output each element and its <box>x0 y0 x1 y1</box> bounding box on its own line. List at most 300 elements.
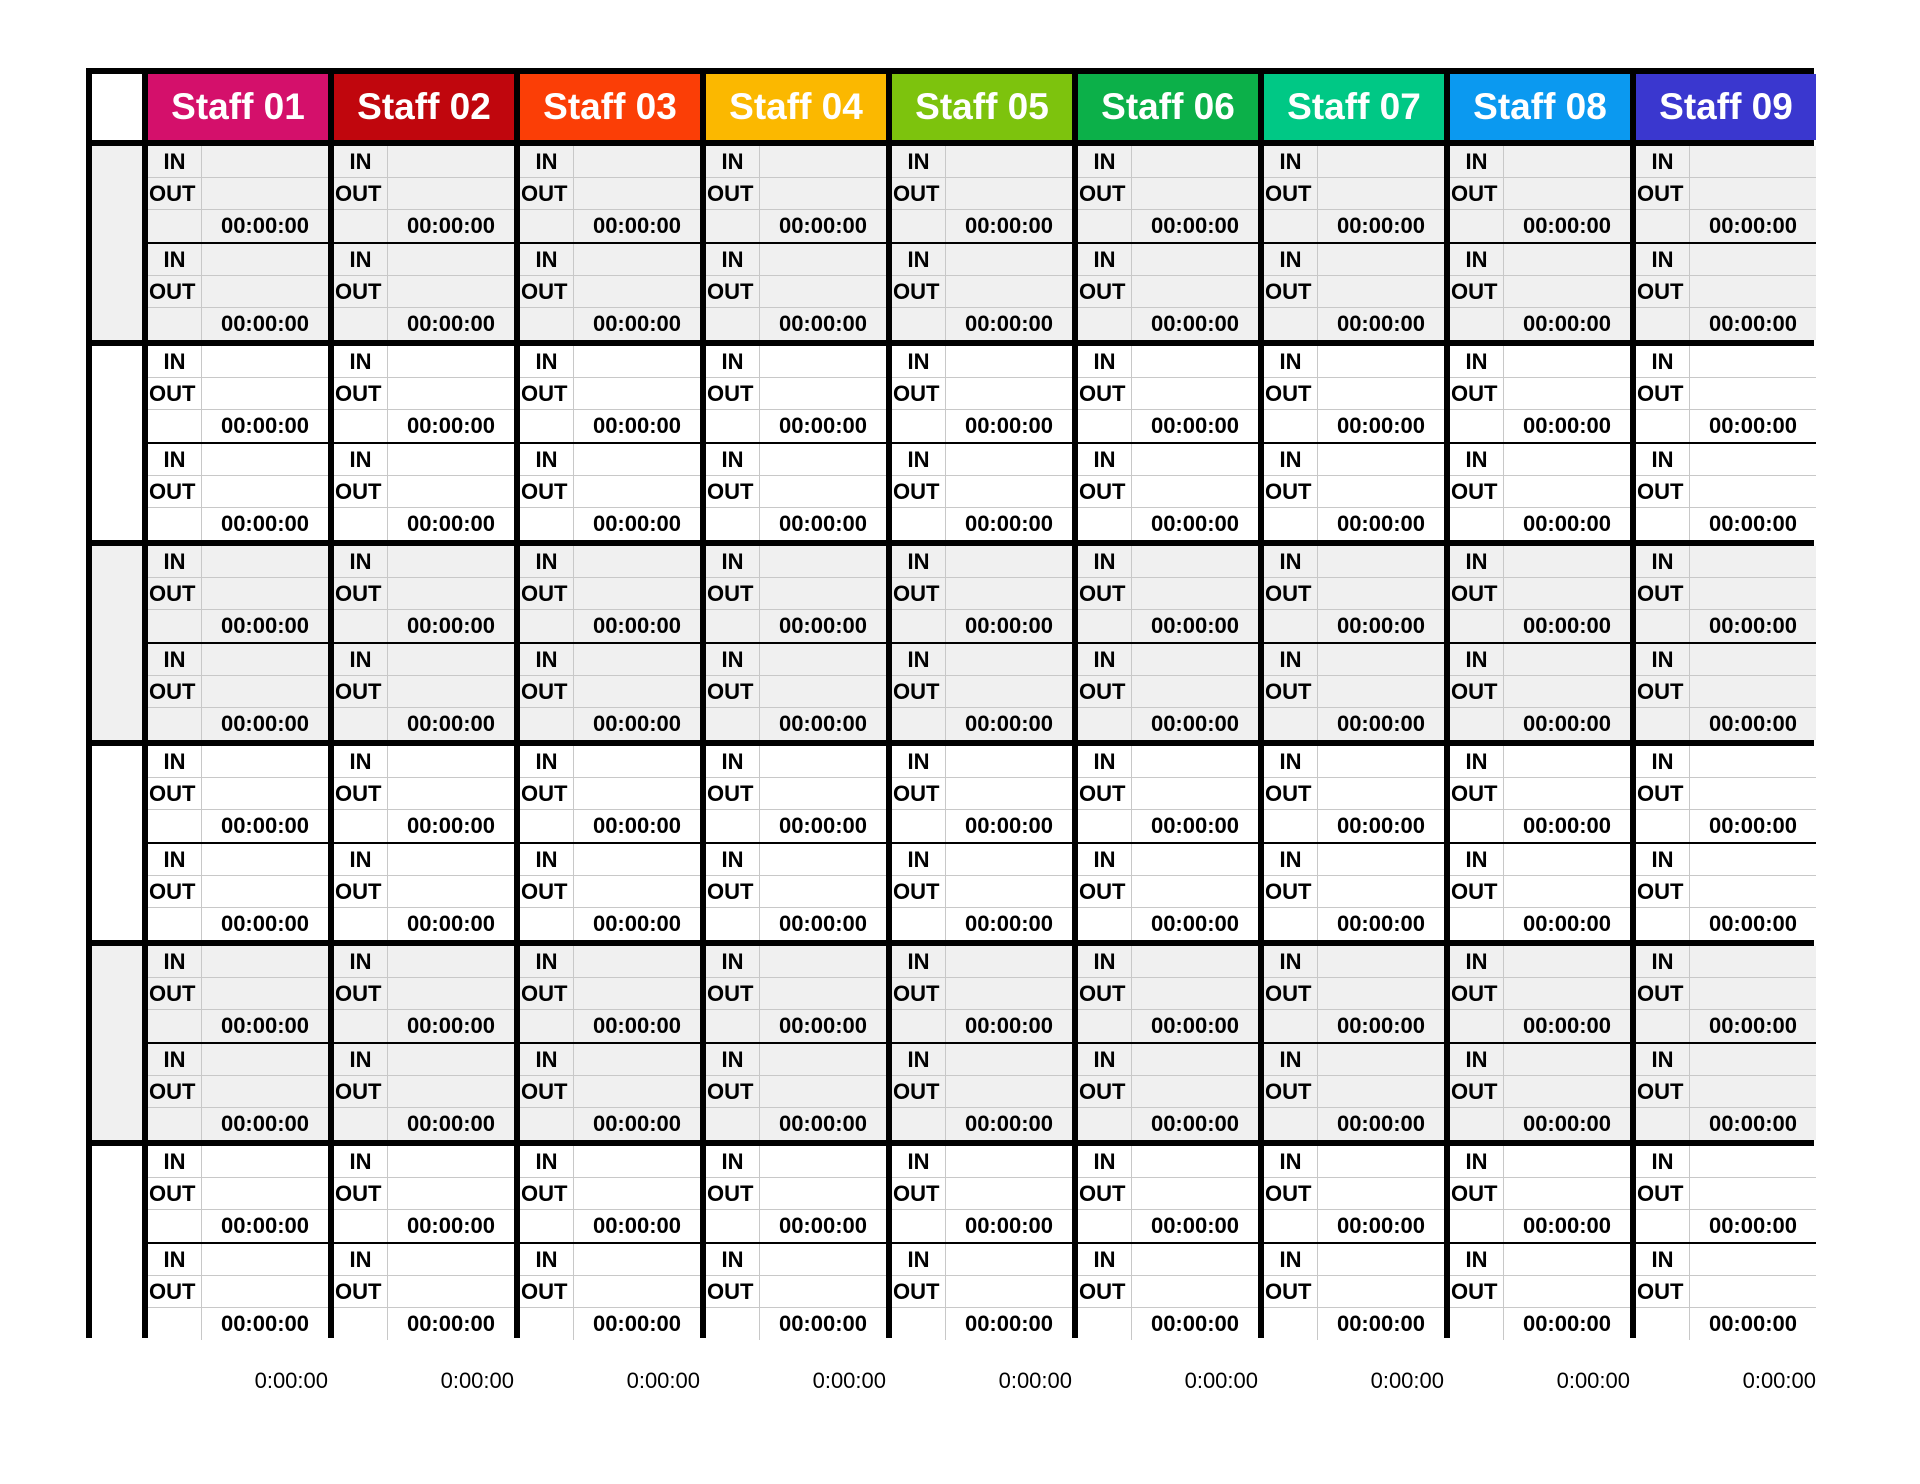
in-time-field[interactable] <box>1504 844 1630 876</box>
day-label-cell[interactable] <box>92 546 142 740</box>
out-time-field[interactable] <box>946 276 1072 308</box>
in-time-field[interactable] <box>1504 346 1630 378</box>
in-time-field[interactable] <box>1690 244 1816 276</box>
staff-day-block <box>1078 146 1258 340</box>
out-time-field[interactable] <box>1690 378 1816 410</box>
out-time-field[interactable] <box>202 1178 328 1210</box>
out-time-field[interactable] <box>388 1178 514 1210</box>
in-time-field[interactable] <box>1504 146 1630 178</box>
in-time-field[interactable] <box>946 444 1072 476</box>
in-label: IN <box>1450 1244 1504 1276</box>
entry-total: 00:00:00 <box>778 711 868 736</box>
out-time-field[interactable] <box>388 1076 514 1108</box>
time-entry <box>1078 1146 1258 1242</box>
entry-total: 00:00:00 <box>406 911 496 936</box>
out-time-field[interactable] <box>1504 1276 1630 1308</box>
in-time-field[interactable] <box>1504 444 1630 476</box>
in-time-field[interactable] <box>1318 844 1444 876</box>
out-time-field[interactable] <box>1504 676 1630 708</box>
blank-cell <box>1636 1308 1690 1340</box>
in-time-field[interactable] <box>1504 644 1630 676</box>
entry-total: 00:00:00 <box>406 1213 496 1238</box>
blank-cell <box>706 410 760 442</box>
in-time-field[interactable] <box>1690 644 1816 676</box>
in-time-field[interactable] <box>1318 146 1444 178</box>
in-time-field[interactable] <box>574 346 700 378</box>
blank-cell <box>1078 810 1132 842</box>
in-time-field[interactable] <box>574 1146 700 1178</box>
out-time-field[interactable] <box>202 978 328 1010</box>
in-time-field[interactable] <box>1690 444 1816 476</box>
out-time-field[interactable] <box>574 1276 700 1308</box>
in-time-field[interactable] <box>946 946 1072 978</box>
in-time-field[interactable] <box>388 844 514 876</box>
out-time-field[interactable] <box>1504 1178 1630 1210</box>
in-time-field[interactable] <box>1504 244 1630 276</box>
in-time-field[interactable] <box>388 444 514 476</box>
out-time-field[interactable] <box>760 1178 886 1210</box>
out-time-field[interactable] <box>1690 876 1816 908</box>
out-time-field[interactable] <box>1318 178 1444 210</box>
in-time-field[interactable] <box>388 1244 514 1276</box>
staff-header-5: Staff 05 <box>892 74 1072 140</box>
out-time-field[interactable] <box>574 778 700 810</box>
out-time-field[interactable] <box>574 378 700 410</box>
out-label: OUT <box>1264 578 1318 610</box>
in-label: IN <box>334 244 388 276</box>
in-label: IN <box>1450 346 1504 378</box>
time-entry <box>892 444 1072 540</box>
time-entry <box>1450 644 1630 740</box>
out-time-field[interactable] <box>760 676 886 708</box>
in-time-field[interactable] <box>946 346 1072 378</box>
in-label: IN <box>706 444 760 476</box>
in-time-field[interactable] <box>1504 546 1630 578</box>
out-time-field[interactable] <box>574 276 700 308</box>
out-time-field[interactable] <box>1690 676 1816 708</box>
out-time-field[interactable] <box>1690 578 1816 610</box>
out-time-field[interactable] <box>574 578 700 610</box>
time-entry <box>1450 844 1630 940</box>
out-time-field[interactable] <box>574 978 700 1010</box>
in-time-field[interactable] <box>388 644 514 676</box>
blank-cell <box>892 810 946 842</box>
in-time-field[interactable] <box>1318 444 1444 476</box>
staff-day-block <box>1078 1146 1258 1340</box>
in-time-field[interactable] <box>1132 844 1258 876</box>
staff-day-block <box>1450 946 1630 1140</box>
out-time-field[interactable] <box>1132 876 1258 908</box>
out-time-field[interactable] <box>946 1076 1072 1108</box>
out-time-field[interactable] <box>760 1076 886 1108</box>
in-time-field[interactable] <box>1504 746 1630 778</box>
out-time-field[interactable] <box>388 378 514 410</box>
out-label: OUT <box>1450 1076 1504 1108</box>
out-time-field[interactable] <box>202 778 328 810</box>
entry-total: 00:00:00 <box>1708 413 1798 438</box>
out-label: OUT <box>520 1276 574 1308</box>
day-label-cell[interactable] <box>92 1146 142 1340</box>
out-time-field[interactable] <box>1504 876 1630 908</box>
out-time-field[interactable] <box>946 1276 1072 1308</box>
in-time-field[interactable] <box>1132 146 1258 178</box>
in-time-field[interactable] <box>574 244 700 276</box>
in-time-field[interactable] <box>388 346 514 378</box>
in-time-field[interactable] <box>1132 346 1258 378</box>
time-entry <box>1264 146 1444 242</box>
out-time-field[interactable] <box>1504 778 1630 810</box>
out-label: OUT <box>1636 676 1690 708</box>
in-time-field[interactable] <box>1504 946 1630 978</box>
time-entry <box>148 1044 328 1140</box>
out-time-field[interactable] <box>1318 1178 1444 1210</box>
in-time-field[interactable] <box>946 1244 1072 1276</box>
in-time-field[interactable] <box>574 546 700 578</box>
in-time-field[interactable] <box>760 444 886 476</box>
in-time-field[interactable] <box>1690 146 1816 178</box>
time-entry <box>1078 1044 1258 1140</box>
in-time-field[interactable] <box>1318 244 1444 276</box>
blank-cell <box>334 810 388 842</box>
out-time-field[interactable] <box>760 178 886 210</box>
out-label: OUT <box>892 778 946 810</box>
out-time-field[interactable] <box>946 378 1072 410</box>
in-time-field[interactable] <box>202 746 328 778</box>
in-time-field[interactable] <box>574 444 700 476</box>
in-time-field[interactable] <box>1504 1146 1630 1178</box>
in-time-field[interactable] <box>1132 1146 1258 1178</box>
out-time-field[interactable] <box>1318 1076 1444 1108</box>
out-time-field[interactable] <box>1504 1076 1630 1108</box>
in-label: IN <box>1450 444 1504 476</box>
out-time-field[interactable] <box>388 276 514 308</box>
out-time-field[interactable] <box>946 476 1072 508</box>
out-time-field[interactable] <box>1132 1276 1258 1308</box>
in-time-field[interactable] <box>574 146 700 178</box>
day-label-cell[interactable] <box>92 746 142 940</box>
out-time-field[interactable] <box>574 1076 700 1108</box>
in-time-field[interactable] <box>202 644 328 676</box>
in-time-field[interactable] <box>1318 1146 1444 1178</box>
out-time-field[interactable] <box>1504 178 1630 210</box>
out-time-field[interactable] <box>1132 978 1258 1010</box>
out-time-field[interactable] <box>202 178 328 210</box>
in-time-field[interactable] <box>1132 444 1258 476</box>
out-time-field[interactable] <box>760 876 886 908</box>
out-time-field[interactable] <box>946 178 1072 210</box>
in-time-field[interactable] <box>202 1044 328 1076</box>
in-time-field[interactable] <box>760 244 886 276</box>
in-time-field[interactable] <box>760 644 886 676</box>
entry-total: 00:00:00 <box>778 511 868 536</box>
staff-header-6: Staff 06 <box>1078 74 1258 140</box>
in-time-field[interactable] <box>202 346 328 378</box>
in-time-field[interactable] <box>1318 346 1444 378</box>
staff-day-block <box>148 346 328 540</box>
in-time-field[interactable] <box>1318 1244 1444 1276</box>
in-time-field[interactable] <box>388 946 514 978</box>
time-entry <box>148 346 328 442</box>
out-time-field[interactable] <box>388 178 514 210</box>
out-time-field[interactable] <box>1318 876 1444 908</box>
in-time-field[interactable] <box>760 1044 886 1076</box>
in-label: IN <box>1636 746 1690 778</box>
in-time-field[interactable] <box>202 844 328 876</box>
out-time-field[interactable] <box>1690 978 1816 1010</box>
in-time-field[interactable] <box>1318 546 1444 578</box>
in-time-field[interactable] <box>388 746 514 778</box>
out-time-field[interactable] <box>760 1276 886 1308</box>
out-time-field[interactable] <box>1318 978 1444 1010</box>
out-time-field[interactable] <box>574 476 700 508</box>
out-time-field[interactable] <box>946 676 1072 708</box>
out-time-field[interactable] <box>1132 1076 1258 1108</box>
out-time-field[interactable] <box>946 1178 1072 1210</box>
in-time-field[interactable] <box>388 546 514 578</box>
out-time-field[interactable] <box>202 578 328 610</box>
in-time-field[interactable] <box>202 946 328 978</box>
out-label: OUT <box>1636 378 1690 410</box>
in-time-field[interactable] <box>946 746 1072 778</box>
in-time-field[interactable] <box>1690 746 1816 778</box>
out-label: OUT <box>334 1276 388 1308</box>
out-time-field[interactable] <box>574 178 700 210</box>
in-time-field[interactable] <box>574 644 700 676</box>
in-label: IN <box>520 746 574 778</box>
in-time-field[interactable] <box>946 644 1072 676</box>
in-time-field[interactable] <box>1132 1244 1258 1276</box>
in-time-field[interactable] <box>1318 746 1444 778</box>
in-time-field[interactable] <box>760 746 886 778</box>
out-time-field[interactable] <box>1504 978 1630 1010</box>
out-time-field[interactable] <box>1132 578 1258 610</box>
out-time-field[interactable] <box>202 276 328 308</box>
out-time-field[interactable] <box>760 578 886 610</box>
out-label: OUT <box>1636 876 1690 908</box>
out-time-field[interactable] <box>1690 178 1816 210</box>
out-time-field[interactable] <box>574 876 700 908</box>
out-time-field[interactable] <box>760 978 886 1010</box>
out-time-field[interactable] <box>1504 476 1630 508</box>
out-time-field[interactable] <box>1504 276 1630 308</box>
time-entry <box>148 1146 328 1242</box>
out-time-field[interactable] <box>1132 178 1258 210</box>
day-label-cell[interactable] <box>92 346 142 540</box>
blank-cell <box>1264 610 1318 642</box>
in-time-field[interactable] <box>1690 546 1816 578</box>
blank-cell <box>1264 1108 1318 1140</box>
out-time-field[interactable] <box>946 778 1072 810</box>
time-entry <box>148 746 328 842</box>
in-time-field[interactable] <box>202 1244 328 1276</box>
time-entry <box>1450 346 1630 442</box>
out-time-field[interactable] <box>388 1276 514 1308</box>
in-time-field[interactable] <box>1132 746 1258 778</box>
in-time-field[interactable] <box>946 1044 1072 1076</box>
in-time-field[interactable] <box>388 244 514 276</box>
out-time-field[interactable] <box>1318 578 1444 610</box>
entry-total: 00:00:00 <box>220 1013 310 1038</box>
blank-cell <box>1636 810 1690 842</box>
in-time-field[interactable] <box>388 1044 514 1076</box>
out-label: OUT <box>520 578 574 610</box>
time-entry <box>1450 1244 1630 1340</box>
in-time-field[interactable] <box>760 146 886 178</box>
in-time-field[interactable] <box>388 1146 514 1178</box>
in-time-field[interactable] <box>760 546 886 578</box>
in-time-field[interactable] <box>388 146 514 178</box>
entry-total: 00:00:00 <box>592 711 682 736</box>
out-time-field[interactable] <box>1132 476 1258 508</box>
entry-total: 00:00:00 <box>592 413 682 438</box>
in-time-field[interactable] <box>1690 1244 1816 1276</box>
out-time-field[interactable] <box>1318 378 1444 410</box>
blank-cell <box>334 1210 388 1242</box>
in-label: IN <box>334 946 388 978</box>
in-time-field[interactable] <box>760 844 886 876</box>
time-entry <box>334 1244 514 1340</box>
out-time-field[interactable] <box>388 978 514 1010</box>
day-label-cell[interactable] <box>92 946 142 1140</box>
entry-total: 00:00:00 <box>964 213 1054 238</box>
out-time-field[interactable] <box>760 276 886 308</box>
out-time-field[interactable] <box>1690 276 1816 308</box>
entry-total: 00:00:00 <box>964 613 1054 638</box>
out-time-field[interactable] <box>202 676 328 708</box>
out-label: OUT <box>334 378 388 410</box>
in-time-field[interactable] <box>202 146 328 178</box>
entry-total: 00:00:00 <box>1150 511 1240 536</box>
blank-cell <box>520 508 574 540</box>
out-time-field[interactable] <box>1504 578 1630 610</box>
out-label: OUT <box>1636 1178 1690 1210</box>
out-label: OUT <box>706 1276 760 1308</box>
out-time-field[interactable] <box>760 778 886 810</box>
in-time-field[interactable] <box>946 546 1072 578</box>
in-time-field[interactable] <box>574 1244 700 1276</box>
out-time-field[interactable] <box>1690 778 1816 810</box>
out-time-field[interactable] <box>946 578 1072 610</box>
in-time-field[interactable] <box>1690 844 1816 876</box>
in-time-field[interactable] <box>574 1044 700 1076</box>
out-time-field[interactable] <box>202 378 328 410</box>
out-time-field[interactable] <box>1318 1276 1444 1308</box>
in-time-field[interactable] <box>1132 644 1258 676</box>
out-time-field[interactable] <box>1690 476 1816 508</box>
out-time-field[interactable] <box>760 476 886 508</box>
out-time-field[interactable] <box>202 476 328 508</box>
in-time-field[interactable] <box>202 546 328 578</box>
in-time-field[interactable] <box>1690 1044 1816 1076</box>
out-time-field[interactable] <box>760 378 886 410</box>
in-time-field[interactable] <box>946 244 1072 276</box>
out-label: OUT <box>1264 378 1318 410</box>
entry-total: 00:00:00 <box>592 311 682 336</box>
staff-day-block <box>706 146 886 340</box>
in-time-field[interactable] <box>760 946 886 978</box>
in-time-field[interactable] <box>1690 346 1816 378</box>
out-time-field[interactable] <box>1318 778 1444 810</box>
out-time-field[interactable] <box>946 978 1072 1010</box>
out-time-field[interactable] <box>1318 676 1444 708</box>
out-time-field[interactable] <box>1318 276 1444 308</box>
in-time-field[interactable] <box>202 244 328 276</box>
out-label: OUT <box>1450 476 1504 508</box>
in-label: IN <box>148 946 202 978</box>
out-time-field[interactable] <box>388 578 514 610</box>
in-time-field[interactable] <box>1504 1244 1630 1276</box>
time-entry <box>1078 746 1258 842</box>
entry-total: 00:00:00 <box>220 1111 310 1136</box>
out-time-field[interactable] <box>388 476 514 508</box>
in-time-field[interactable] <box>202 1146 328 1178</box>
out-time-field[interactable] <box>388 778 514 810</box>
in-time-field[interactable] <box>1690 1146 1816 1178</box>
in-time-field[interactable] <box>1132 244 1258 276</box>
out-time-field[interactable] <box>574 676 700 708</box>
in-time-field[interactable] <box>1504 1044 1630 1076</box>
out-time-field[interactable] <box>388 876 514 908</box>
in-label: IN <box>892 146 946 178</box>
in-time-field[interactable] <box>1132 946 1258 978</box>
in-time-field[interactable] <box>946 844 1072 876</box>
out-time-field[interactable] <box>388 676 514 708</box>
in-time-field[interactable] <box>202 444 328 476</box>
in-time-field[interactable] <box>760 346 886 378</box>
in-time-field[interactable] <box>1318 946 1444 978</box>
in-time-field[interactable] <box>946 146 1072 178</box>
blank-cell <box>520 610 574 642</box>
out-time-field[interactable] <box>1690 1076 1816 1108</box>
out-time-field[interactable] <box>574 1178 700 1210</box>
in-time-field[interactable] <box>1318 644 1444 676</box>
out-time-field[interactable] <box>946 876 1072 908</box>
entry-total: 00:00:00 <box>1708 511 1798 536</box>
in-time-field[interactable] <box>1132 1044 1258 1076</box>
day-label-cell[interactable] <box>92 146 142 340</box>
out-time-field[interactable] <box>1132 676 1258 708</box>
out-time-field[interactable] <box>202 1076 328 1108</box>
in-time-field[interactable] <box>574 746 700 778</box>
in-time-field[interactable] <box>1690 946 1816 978</box>
blank-cell <box>148 508 202 540</box>
in-time-field[interactable] <box>946 1146 1072 1178</box>
out-label: OUT <box>1264 778 1318 810</box>
in-time-field[interactable] <box>574 946 700 978</box>
out-time-field[interactable] <box>1690 1178 1816 1210</box>
in-time-field[interactable] <box>574 844 700 876</box>
in-time-field[interactable] <box>760 1146 886 1178</box>
blank-cell <box>892 308 946 340</box>
out-time-field[interactable] <box>1504 378 1630 410</box>
staff-header-9: Staff 09 <box>1636 74 1816 140</box>
blank-cell <box>1078 1210 1132 1242</box>
out-time-field[interactable] <box>202 1276 328 1308</box>
out-time-field[interactable] <box>202 876 328 908</box>
out-time-field[interactable] <box>1132 276 1258 308</box>
blank-cell <box>520 1010 574 1042</box>
out-time-field[interactable] <box>1132 778 1258 810</box>
out-time-field[interactable] <box>1132 378 1258 410</box>
out-label: OUT <box>706 1178 760 1210</box>
in-time-field[interactable] <box>1132 546 1258 578</box>
in-time-field[interactable] <box>1318 1044 1444 1076</box>
out-time-field[interactable] <box>1132 1178 1258 1210</box>
out-time-field[interactable] <box>1318 476 1444 508</box>
out-time-field[interactable] <box>1690 1276 1816 1308</box>
in-time-field[interactable] <box>760 1244 886 1276</box>
staff-day-block <box>1450 546 1630 740</box>
